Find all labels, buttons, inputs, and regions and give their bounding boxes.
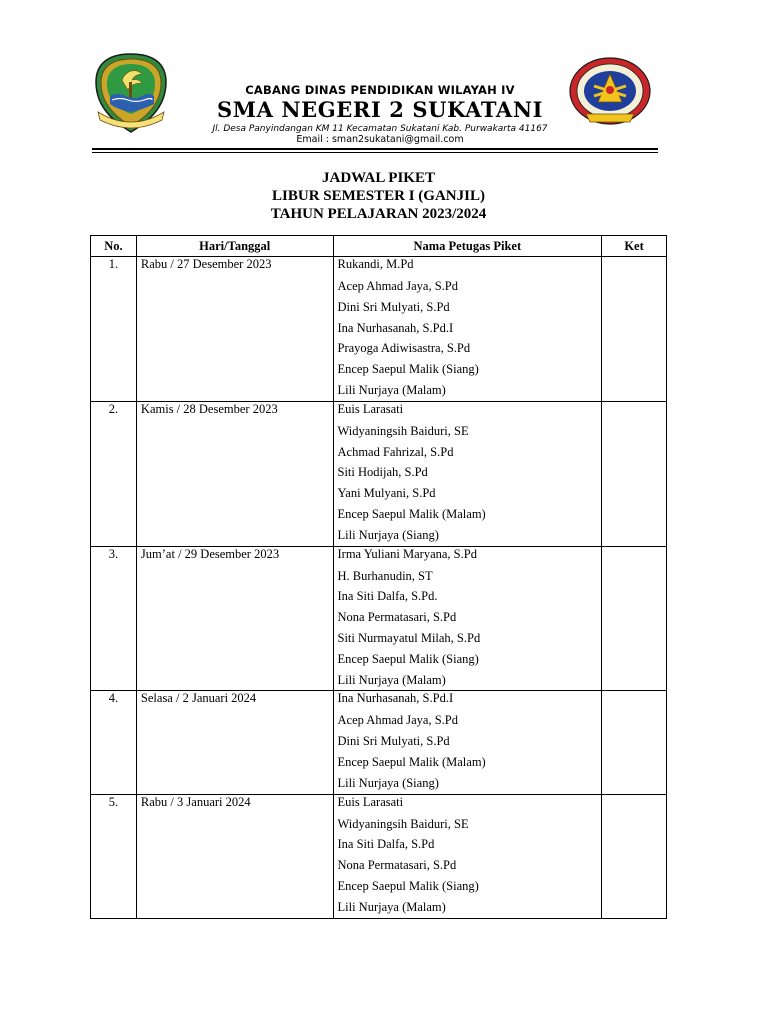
- row-day-date: Jum’at / 29 Desember 2023: [136, 546, 333, 691]
- school-address: Jl. Desa Panyindangan KM 11 Kecamatan Sukatani Kab. Purwakarta 41167: [212, 124, 548, 134]
- letterhead: [180, 83, 580, 145]
- row-number: 2.: [91, 401, 137, 546]
- duty-officer-name: Lili Nurjaya (Siang): [337, 775, 439, 790]
- title-line-3: TAHUN PELAJARAN 2023/2024: [270, 206, 487, 222]
- column-header-no: No.: [91, 236, 137, 257]
- duty-officer-name: Prayoga Adiwisastra, S.Pd: [337, 341, 471, 356]
- row-duty-officers: [333, 794, 602, 918]
- row-notes: [602, 401, 667, 546]
- duty-officer-name: Nona Permatasari, S.Pd: [337, 858, 457, 873]
- duty-officer-name: Ina Siti Dalfa, S.Pd: [337, 837, 435, 852]
- duty-officer-name: Widyaningsih Baiduri, SE: [337, 816, 469, 831]
- table-header-row: [91, 236, 667, 257]
- row-notes: [602, 794, 667, 918]
- duty-officer-name: Lili Nurjaya (Malam): [337, 382, 446, 397]
- letterhead-divider-thin: [92, 152, 658, 153]
- school-crest-icon: [568, 56, 652, 130]
- column-header-day: Hari/Tanggal: [136, 236, 333, 257]
- duty-officer-name: Rukandi, M.Pd: [337, 257, 414, 271]
- duty-officer-name: Ina Nurhasanah, S.Pd.I: [337, 691, 454, 706]
- duty-officer-name: Siti Hodijah, S.Pd: [337, 465, 428, 480]
- duty-officer-name: Euis Larasati: [337, 794, 404, 809]
- column-header-ket: Ket: [602, 236, 667, 257]
- row-notes: [602, 691, 667, 794]
- duty-officer-name: Siti Nurmayatul Milah, S.Pd: [337, 630, 481, 645]
- row-duty-officers: [333, 546, 602, 691]
- duty-officer-name: Ina Nurhasanah, S.Pd.I: [337, 320, 454, 335]
- row-day-date: Rabu / 27 Desember 2023: [136, 257, 333, 402]
- duty-schedule-table: [90, 235, 667, 919]
- duty-officer-name: Acep Ahmad Jaya, S.Pd: [337, 713, 458, 728]
- duty-officer-name: H. Burhanudin, ST: [337, 568, 433, 583]
- row-number: 1.: [91, 257, 137, 402]
- duty-officer-name: Dini Sri Mulyati, S.Pd: [337, 734, 450, 749]
- letterhead-divider: [92, 148, 658, 150]
- row-notes: [602, 257, 667, 402]
- row-duty-officers: [333, 691, 602, 794]
- duty-officer-name: Irma Yuliani Maryana, S.Pd: [337, 546, 477, 561]
- row-duty-officers: [333, 401, 602, 546]
- duty-officer-name: Achmad Fahrizal, S.Pd: [337, 444, 454, 459]
- duty-officer-name: Widyaningsih Baiduri, SE: [337, 423, 469, 438]
- school-email: Email : sman2sukatani@gmail.com: [296, 134, 464, 145]
- jawa-barat-emblem-icon: [92, 52, 170, 134]
- duty-officer-name: Encep Saepul Malik (Siang): [337, 878, 479, 893]
- duty-officer-name: Lili Nurjaya (Siang): [337, 527, 439, 542]
- duty-officer-name: Acep Ahmad Jaya, S.Pd: [337, 279, 458, 293]
- duty-officer-name: Dini Sri Mulyati, S.Pd: [337, 299, 450, 314]
- duty-officer-name: Encep Saepul Malik (Siang): [337, 651, 479, 666]
- agency-name: CABANG DINAS PENDIDIKAN WILAYAH IV: [245, 83, 515, 97]
- duty-officer-name: Euis Larasati: [337, 401, 404, 416]
- column-header-names: Nama Petugas Piket: [333, 236, 602, 257]
- table-row: [91, 546, 667, 691]
- row-number: 4.: [91, 691, 137, 794]
- document-title: [90, 169, 667, 223]
- duty-officer-name: Encep Saepul Malik (Malam): [337, 754, 486, 769]
- title-line-1: JADWAL PIKET: [322, 170, 435, 186]
- duty-officer-name: Yani Mulyani, S.Pd: [337, 486, 436, 501]
- duty-officer-name: Lili Nurjaya (Malam): [337, 672, 446, 687]
- row-number: 5.: [91, 794, 137, 918]
- table-row: [91, 794, 667, 918]
- duty-officer-name: Encep Saepul Malik (Malam): [337, 506, 486, 521]
- row-day-date: Kamis / 28 Desember 2023: [136, 401, 333, 546]
- row-number: 3.: [91, 546, 137, 691]
- row-day-date: Rabu / 3 Januari 2024: [136, 794, 333, 918]
- row-duty-officers: [333, 257, 602, 402]
- table-row: [91, 257, 667, 402]
- row-notes: [602, 546, 667, 691]
- duty-officer-name: Encep Saepul Malik (Siang): [337, 362, 479, 377]
- row-day-date: Selasa / 2 Januari 2024: [136, 691, 333, 794]
- table-row: [91, 691, 667, 794]
- school-name: SMA NEGERI 2 SUKATANI: [216, 97, 544, 122]
- title-line-2: LIBUR SEMESTER I (GANJIL): [272, 188, 485, 204]
- duty-officer-name: Lili Nurjaya (Malam): [337, 899, 446, 914]
- duty-officer-name: Ina Siti Dalfa, S.Pd.: [337, 589, 438, 604]
- duty-officer-name: Nona Permatasari, S.Pd: [337, 610, 457, 625]
- table-row: [91, 401, 667, 546]
